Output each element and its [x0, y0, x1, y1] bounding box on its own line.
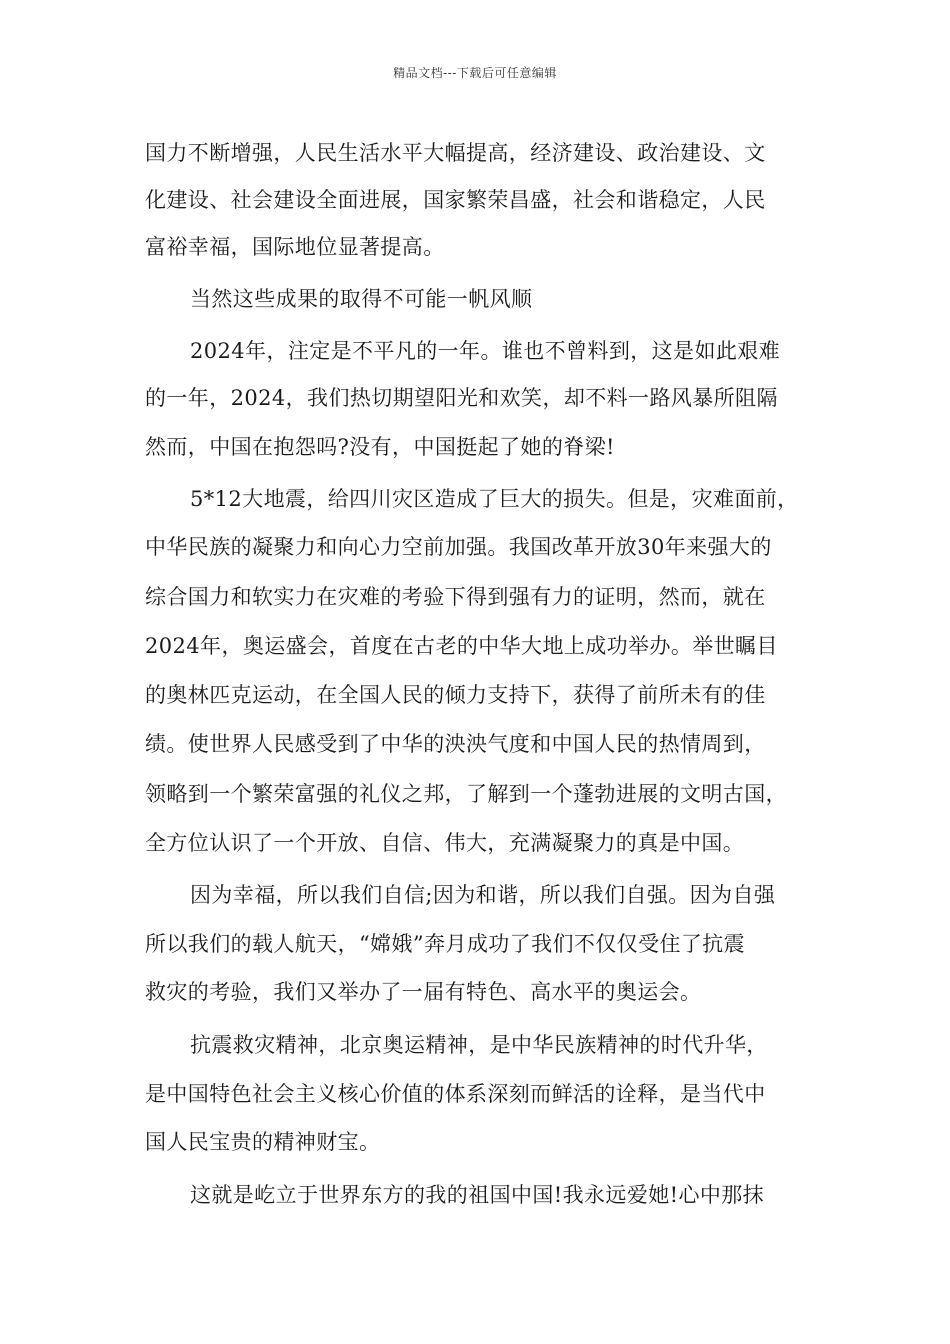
text-line: 救灾的考验，我们又举办了一届有特色、高水平的奥运会。 — [145, 980, 702, 1004]
text-line: 是中国特色社会主义核心价值的体系深刻而鲜活的诠释，是当代中 — [145, 1082, 766, 1106]
text-line: 这就是屹立于世界东方的我的祖国中国!我永远爱她!心中那抹 — [190, 1183, 765, 1207]
text-line: 国人民宝贵的精神财宝。 — [145, 1130, 381, 1154]
text-line: 富裕幸福，国际地位显著提高。 — [145, 235, 445, 259]
text-line: 国力不断增强，人民生活水平大幅提高，经济建设、政治建设、文 — [145, 141, 766, 165]
text-line: 因为幸福，所以我们自信;因为和谐，所以我们自强。因为自强 — [190, 883, 776, 907]
text-line: 2024年，注定是不平凡的一年。谁也不曾料到，这是如此艰难 — [190, 339, 781, 363]
text-line: 的一年，2024，我们热切期望阳光和欢笑，却不料一路风暴所阻隔 — [145, 386, 778, 410]
text-line: 的奥林匹克运动，在全国人民的倾力支持下，获得了前所未有的佳 — [145, 683, 766, 707]
text-line: 领略到一个繁荣富强的礼仪之邦，了解到一个蓬勃进展的文明古国， — [145, 782, 787, 806]
text-line: 绩。使世界人民感受到了中华的泱泱气度和中国人民的热情周到， — [145, 732, 766, 756]
text-line: 然而，中国在抱怨吗?没有，中国挺起了她的脊梁! — [145, 435, 615, 459]
text-line: 所以我们的载人航天，“嫦娥”奔月成功了我们不仅仅受住了抗震 — [145, 932, 746, 956]
text-line: 化建设、社会建设全面进展，国家繁荣昌盛，社会和谐稳定，人民 — [145, 188, 766, 212]
text-line: 综合国力和软实力在灾难的考验下得到强有力的证明，然而，就在 — [145, 585, 766, 609]
page-header: 精品文档---下载后可任意编辑 — [393, 66, 557, 80]
text-line: 当然这些成果的取得不可能一帆风顺 — [190, 287, 533, 311]
text-line: 中华民族的凝聚力和向心力空前加强。我国改革开放30年来强大的 — [145, 535, 772, 559]
text-line: 抗震救灾精神，北京奥运精神，是中华民族精神的时代升华， — [190, 1033, 768, 1057]
text-line: 全方位认识了一个开放、自信、伟大，充满凝聚力的真是中国。 — [145, 831, 745, 855]
text-line: 5*12大地震，给四川灾区造成了巨大的损失。但是，灾难面前， — [190, 487, 799, 511]
text-line: 2024年，奥运盛会，首度在古老的中华大地上成功举办。举世瞩目 — [145, 634, 778, 658]
